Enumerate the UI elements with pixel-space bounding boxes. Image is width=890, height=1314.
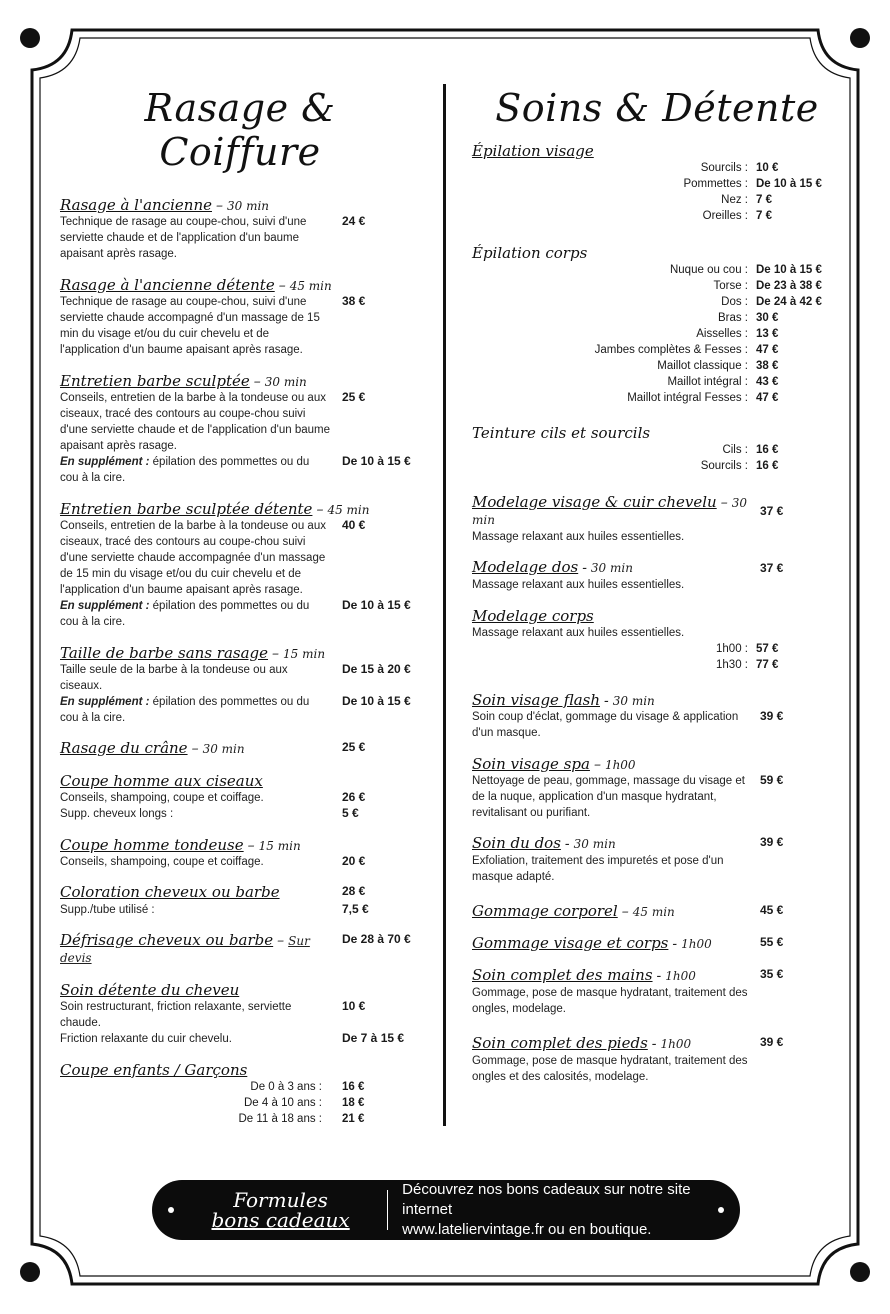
service-coupe-ciseaux [60,772,420,822]
service-price: De 15 à 20 € [342,662,411,676]
service-price: 26 € [342,790,366,804]
service-price: 45 € [760,903,784,917]
service-name: Défrisage cheveux ou barbe [60,931,274,949]
service-taille-barbe [60,644,420,726]
service-price: 25 € [342,390,366,404]
service-separator: – [720,495,728,511]
price-row-label: 1h30 : [716,659,748,671]
service-description: Massage relaxant aux huiles essentielles. [472,531,685,543]
service-separator: – [593,757,601,773]
price-row-label: Bras : [717,312,748,324]
service-duration: 45 min [632,905,675,919]
service-name: Coupe enfants / Garçons [60,1061,248,1079]
price-row [472,294,842,310]
price-table [472,160,842,224]
service-name: Modelage corps [472,607,594,625]
section-title-right: Soins & Détente [495,86,819,130]
price-row-value: 16 € [756,444,779,456]
supplement-text [60,454,330,486]
service-description: Gommage, pose de masque hydratant, traitement des ongles, modelage. [472,987,748,1015]
service-rasage-ancienne-detente [60,276,420,358]
supplement-price: De 10 à 15 € [342,694,411,708]
service-description: Nettoyage de peau, gommage, massage du visage et de la nuque, application d'un masque hydratant, revitalisant ou purifiant. [472,775,745,819]
service-duration: 30 min [202,742,245,756]
service-price: 39 € [760,1035,784,1049]
price-row [472,358,842,374]
service-description: Soin restructurant, friction relaxante, serviette chaude. [60,1001,292,1029]
supplement-label: En supplément : [60,696,150,708]
service-duration: 30 min [264,375,307,389]
service-modelage-corps [472,607,842,673]
price-row-label: Maillot intégral Fesses : [627,392,748,404]
price-row-label: Cils : [722,444,748,456]
price-row [472,262,842,278]
service-description: Taille seule de la barbe à la tondeuse ou aux ciseaux. [60,664,288,692]
price-row-label: Oreilles : [702,210,748,222]
service-modelage-visage [472,494,842,545]
service-rasage-crane [60,740,420,758]
service-price: 37 € [760,504,784,518]
service-price: 37 € [760,561,784,575]
service-gommage-visage-corps [472,935,842,953]
price-row-value: 10 € [756,162,779,174]
service-soin-pieds [472,1035,842,1085]
service-name: Coupe homme aux ciseaux [60,772,263,790]
service-coupe-tondeuse [60,836,420,870]
price-row-value: 47 € [756,392,779,404]
service-duration: 30 min [590,561,633,575]
price-row [472,374,842,390]
corner-dot-top-left [20,28,40,48]
price-row [60,1095,420,1111]
price-row-value: 47 € [756,344,779,356]
column-divider [443,84,446,1126]
service-price: 25 € [342,740,366,754]
price-row-value: 43 € [756,376,779,388]
service-name: Entretien barbe sculptée détente [60,500,313,518]
price-row [472,458,842,474]
price-table [472,262,842,406]
service-gommage-corporel [472,903,842,921]
price-row-value: 16 € [756,460,779,472]
corner-dot-top-right [850,28,870,48]
price-row [472,390,842,406]
service-duration: 15 min [258,839,301,853]
service-description: Conseils, entretien de la barbe à la tondeuse ou aux ciseaux, tracé des contours au coupe-chou suivi d'une serviette chaude accompagnée d'un massage de 15 min du visage et/ou du cuir chevelu et de l'application d'un baume apaisant après rasage. [60,520,326,596]
price-row-value: 13 € [756,328,779,340]
service-duration: 15 min [283,647,326,661]
service-price: 39 € [760,709,784,723]
service-name: Rasage du crâne [60,739,188,757]
price-row-value: De 24 à 42 € [756,296,822,308]
price-row-label: Pommettes : [683,178,748,190]
price-row-value: De 10 à 15 € [756,178,822,190]
service-duration: 30 min [612,694,655,708]
service-rasage-ancienne [60,196,420,262]
price-row-value: De 23 à 38 € [756,280,822,292]
service-name: Coupe homme tondeuse [60,836,244,854]
service-separator: - [604,693,609,709]
price-row-label: De 0 à 3 ans : [250,1081,322,1093]
banner-website-link[interactable]: www.lateliervintage.fr ou en boutique. [402,1221,652,1238]
service-separator: – [247,838,255,854]
service-soin-visage-spa [472,755,842,821]
service-price: 55 € [760,935,784,949]
price-row [472,342,842,358]
supplement-detail: épilation des pommettes ou du cou à la cire. [60,600,310,628]
price-row-value: 7 € [756,210,772,222]
service-duration: 1h00 [665,969,696,983]
banner-dot-right [718,1207,724,1213]
corner-dot-bottom-left [20,1262,40,1282]
service-name: Soin détente du cheveu [60,981,240,999]
service-price: 59 € [760,773,784,787]
service-name: Modelage visage & cuir chevelu [472,493,717,511]
price-row-label: Dos : [721,296,748,308]
service-separator: – [278,278,286,294]
supplement-detail: épilation des pommettes ou du cou à la cire. [60,696,310,724]
service-soin-mains [472,967,842,1017]
service-separator: – [191,741,199,757]
service-name: Gommage visage et corps [472,934,669,952]
price-row-value: 38 € [756,360,779,372]
price-row-label: Jambes complètes & Fesses : [594,344,748,356]
price-row [472,208,842,224]
price-row-label: Nez : [721,194,748,206]
service-separator: – [215,198,223,214]
service-duration: 45 min [327,503,370,517]
service-coloration [60,884,420,918]
service-name: Soin complet des mains [472,966,653,984]
service-separator: - [651,1036,657,1052]
service-price: 39 € [760,835,784,849]
service-separator: - [582,560,587,576]
service-name: Soin du dos [472,834,561,852]
supplement-text [60,598,330,630]
service-name: Soin visage spa [472,755,590,773]
banner-text [402,1180,740,1240]
service-supplement-price: 7,5 € [342,902,369,916]
price-row [472,176,842,192]
service-price: 40 € [342,518,366,532]
price-row-label: De 11 à 18 ans : [238,1113,322,1125]
service-duration: Sur devis [60,934,310,965]
service-separator: - [672,936,678,952]
supplement-label: En supplément : [60,456,150,468]
section-title-left: Rasage & Coiffure [144,86,336,174]
service-description: Technique de rasage au coupe-chou, suivi d'une serviette chaude accompagné d'un massage de 15 min du visage et/ou du cuir chevelu et de l'application d'un baume apaisant après rasage. [60,296,320,356]
price-table [472,442,842,474]
price-row-label: De 4 à 10 ans : [244,1097,322,1109]
banner-title-line1: Formules [233,1188,328,1212]
service-price: 20 € [342,854,366,868]
service-duration: 1h00 [660,1037,692,1051]
price-row-label: Maillot intégral : [667,376,748,388]
service-name: Rasage à l'ancienne détente [60,276,275,294]
service-name: Modelage dos [472,558,579,576]
price-row-value: 30 € [756,312,779,324]
service-description: Conseils, shampoing, coupe et coiffage. [60,792,264,804]
supplement-text [60,694,330,726]
price-row-label: Sourcils : [700,460,748,472]
service-name: Entretien barbe sculptée [60,372,250,390]
banner-title [182,1190,379,1230]
service-modelage-dos [472,559,842,593]
price-row [472,641,842,657]
service-teinture-cils [472,424,842,474]
supplement-label: En supplément : [60,600,150,612]
service-description: Technique de rasage au coupe-chou, suivi d'une serviette chaude et de l'application d'un baume apaisant après rasage. [60,216,307,260]
service-duration: 30 min [472,496,747,527]
service-description: Conseils, shampoing, coupe et coiffage. [60,856,264,868]
service-price: 28 € [342,884,366,898]
service-soin-cheveu [60,981,420,1047]
service-price: 24 € [342,214,366,228]
service-entretien-barbe [60,372,420,486]
service-price: De 28 à 70 € [342,932,411,946]
service-price: 38 € [342,294,366,308]
service-coupe-enfants [60,1061,420,1127]
service-supplement-price: 5 € [342,806,359,820]
supplement-price: De 10 à 15 € [342,454,411,468]
price-row [60,1079,420,1095]
price-row [472,192,842,208]
service-name: Épilation visage [472,142,594,160]
price-table [472,641,842,673]
service-separator: - [656,968,662,984]
service-name: Rasage à l'ancienne [60,196,212,214]
service-duration: 45 min [289,279,332,293]
service-duration: 30 min [226,199,270,213]
price-row-label: Torse : [713,280,748,292]
price-row-value: 7 € [756,194,772,206]
gift-card-banner [152,1180,740,1240]
price-row-value: De 10 à 15 € [756,264,822,276]
service-defrisage [60,932,420,967]
price-row-value: 21 € [342,1113,365,1125]
service-price: 10 € [342,999,366,1013]
service-duration: 1h00 [604,758,636,772]
price-row-label: Sourcils : [700,162,748,174]
banner-dot-left [168,1207,174,1213]
service-epilation-visage [472,142,842,224]
price-row-label: Aisselles : [696,328,748,340]
price-row-value: 18 € [342,1097,365,1109]
price-row-value: 77 € [756,659,779,671]
service-description: Massage relaxant aux huiles essentielles. [472,579,685,591]
service-separator: – [253,374,261,390]
price-row-value: 16 € [342,1081,365,1093]
price-row [472,160,842,176]
service-separator: – [272,646,280,662]
supplement-price: De 10 à 15 € [342,598,411,612]
service-separator: – [621,904,629,920]
column-rasage-coiffure [60,70,420,1141]
price-row-label: Nuque ou cou : [669,264,748,276]
service-name: Teinture cils et sourcils [472,424,651,442]
service-name: Gommage corporel [472,902,618,920]
service-name: Coloration cheveux ou barbe [60,883,280,901]
service-price: 35 € [760,967,784,981]
service-description: Massage relaxant aux huiles essentielles. [472,627,685,639]
service-soin-dos [472,835,842,885]
price-table [60,1079,420,1127]
service-separator: - [564,836,570,852]
banner-title-line2: bons cadeaux [211,1208,350,1232]
service-duration: 1h00 [681,937,712,951]
column-soins-detente [472,70,842,1099]
service-supplement: Supp./tube utilisé : [60,904,155,916]
price-row [472,310,842,326]
price-row-label: 1h00 : [716,643,748,655]
supplement-detail: épilation des pommettes ou du cou à la cire. [60,456,310,484]
banner-text-line1: Découvrez nos bons cadeaux sur notre site internet [402,1181,691,1218]
corner-dot-bottom-right [850,1262,870,1282]
price-row [472,326,842,342]
service-name: Soin complet des pieds [472,1034,648,1052]
service-name: Taille de barbe sans rasage [60,644,269,662]
service-soin-visage-flash [472,691,842,741]
service-description: Soin coup d'éclat, gommage du visage & application d'un masque. [472,711,739,739]
service-supplement: Supp. cheveux longs : [60,808,174,820]
service-price-2: De 7 à 15 € [342,1031,405,1045]
service-duration: 30 min [573,837,616,851]
service-separator: – [277,933,285,949]
service-name: Épilation corps [472,244,588,262]
price-row-value: 57 € [756,643,779,655]
price-row [60,1111,420,1127]
service-description: Conseils, entretien de la barbe à la tondeuse ou aux ciseaux, tracé des contours au coupe-chou suivi d'une serviette chaude et de l'application d'un baume apaisant après rasage. [60,392,330,452]
service-epilation-corps [472,244,842,406]
price-row-label: Maillot classique : [657,360,748,372]
service-description-2: Friction relaxante du cuir chevelu. [60,1033,232,1045]
service-name: Soin visage flash [472,691,600,709]
price-row [472,442,842,458]
service-entretien-barbe-detente [60,500,420,630]
service-separator: – [316,502,324,518]
service-description: Gommage, pose de masque hydratant, traitement des ongles et des calosités, modelage. [472,1055,748,1083]
banner-separator [387,1190,388,1230]
price-row [472,657,842,673]
service-description: Exfoliation, traitement des impuretés et pose d'un masque adapté. [472,855,724,883]
price-row [472,278,842,294]
